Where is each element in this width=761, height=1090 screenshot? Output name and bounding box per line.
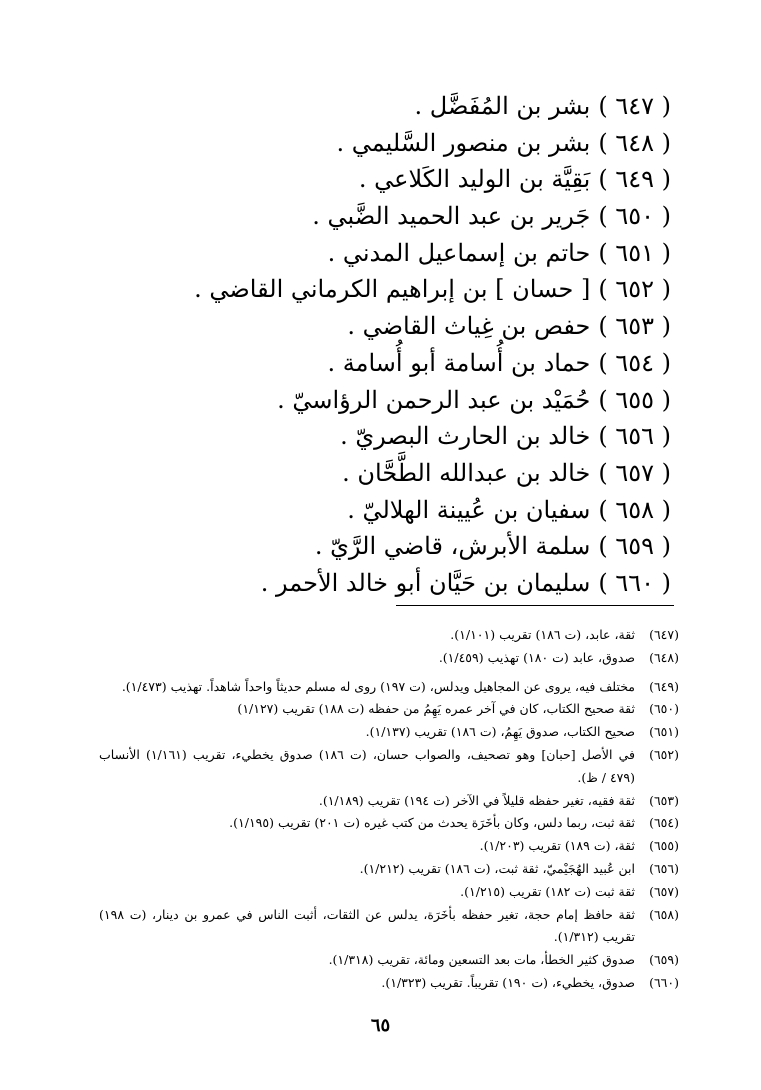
entry-number: ( ٦٤٩ ) [598, 165, 671, 194]
footnote-number: (٦٥٥) [649, 838, 679, 854]
entry-name: حماد بن أُسامة أبو أُسامة . [327, 348, 591, 377]
footnote-text: مختلف فيه، يروى عن المجاهيل ويدلس، (ت ١٩٧) روى له مسلم حديثاً واحداً شاهداً. تهذيب (١/٤٧٣). [121, 678, 635, 694]
footnote-number: (٦٥٠) [649, 701, 679, 717]
footnote [99, 721, 679, 744]
narrator-entry [201, 528, 671, 565]
footnote-text: ثقة ثبت (ت ١٨٢) تقريب (١/٢١٥). [460, 883, 635, 899]
entry-name: سليمان بن حَيَّان أبو خالد الأحمر . [260, 568, 591, 597]
entry-number: ( ٦٥٩ ) [598, 532, 671, 561]
entry-name: جَرير بن عبد الحميد الضَّبي . [312, 202, 591, 231]
footnote-number: (٦٦٠) [649, 974, 679, 990]
entry-number: ( ٦٥١ ) [598, 238, 671, 267]
narrator-entry [201, 492, 671, 529]
entry-name: خالد بن الحارث البصريّ . [340, 422, 591, 451]
entry-number: ( ٦٥٠ ) [598, 202, 671, 231]
narrator-entry [201, 308, 671, 345]
entry-number: ( ٦٥٤ ) [598, 348, 671, 377]
entry-name: خالد بن عبدالله الطَّحَّان . [342, 458, 591, 487]
footnote [99, 676, 679, 699]
footnote-number: (٦٥٨) [649, 906, 679, 922]
footnote [99, 744, 679, 790]
page-number: ٦٥ [370, 1015, 391, 1036]
footnote-text: ثقة صحيح الكتاب، كان في آخر عمره يَهِمُ من حفظه (ت ١٨٨) تقريب (١/١٢٧) [237, 701, 635, 717]
footnote-number: (٦٥١) [649, 724, 679, 740]
footnote [99, 647, 679, 670]
footnote-text: ثقة، عابد، (ت ١٨٦) تقريب (١/١٠١). [450, 627, 635, 642]
footnote-number: (٦٥٤) [649, 815, 679, 831]
entry-number: ( ٦٦٠ ) [598, 568, 671, 597]
footnote-text: ابن عُبيد الهُجَيْميّ، ثقة ثبت، (ت ١٨٦) تقريب (١/٢١٢). [359, 860, 635, 876]
narrator-entry [201, 455, 671, 492]
footnote-text: صحيح الكتاب، صدوق يَهِمُ، (ت ١٨٦) تقريب (١/١٣٧). [365, 724, 635, 740]
entry-number: ( ٦٥٧ ) [598, 458, 671, 487]
entry-name: سلمة الأبرش، قاضي الرَّيّ . [314, 532, 591, 561]
narrator-list [194, 88, 671, 602]
footnote-divider [396, 605, 674, 606]
entry-name: بشر بن منصور السَّليمي . [336, 128, 591, 157]
footnote-number: (٦٥٣) [649, 792, 679, 808]
footnote-text: ثقة ثبت، ربما دلس، وكان بأخَرَة يحدث من كتب غيره (ت ٢٠١) تقريب (١/١٩٥). [229, 815, 635, 831]
narrator-entry [201, 382, 671, 419]
narrator-entry [201, 161, 671, 198]
footnotes [99, 624, 679, 995]
footnote-text: ثقة، (ت ١٨٩) تقريب (١/٢٠٣). [479, 838, 635, 854]
entry-number: ( ٦٥٨ ) [598, 495, 671, 524]
entry-number: ( ٦٤٨ ) [598, 128, 671, 157]
entry-name: حُمَيْد بن عبد الرحمن الرؤاسيّ . [277, 385, 591, 414]
footnote-number: (٦٥٩) [649, 952, 679, 968]
entry-name: حاتم بن إسماعيل المدني . [327, 238, 591, 267]
footnote [99, 858, 679, 881]
footnote-text: ثقة فقيه، تغير حفظه قليلاً في الآخر (ت ١٩٤) تقريب (١/١٨٩). [318, 792, 635, 808]
footnote-text: صدوق كثير الخطأ، مات بعد التسعين ومائة، تقريب (١/٣١٨). [328, 952, 635, 968]
narrator-entry [194, 271, 671, 308]
footnote [99, 904, 679, 950]
entry-number: ( ٦٥٣ ) [598, 312, 671, 341]
narrator-entry [201, 565, 671, 602]
footnote-text: صدوق، يخطيء، (ت ١٩٠) تقريباً. تقريب (١/٣٢٣). [381, 974, 635, 990]
footnote [99, 949, 679, 972]
footnote [99, 812, 679, 835]
entry-number: ( ٦٤٧ ) [598, 92, 671, 120]
footnote [99, 790, 679, 813]
entry-name: [ حسان ] بن إبراهيم الكرماني القاضي . [194, 275, 591, 304]
footnote-number: (٦٤٧) [649, 627, 679, 642]
narrator-entry [201, 88, 671, 125]
footnote [99, 698, 679, 721]
narrator-entry [201, 125, 671, 162]
footnote-number: (٦٥٢) [649, 746, 679, 762]
footnote-number: (٦٤٩) [649, 678, 679, 694]
footnote [99, 881, 679, 904]
narrator-entry [201, 235, 671, 272]
entry-number: ( ٦٥٦ ) [598, 422, 671, 451]
entry-number: ( ٦٥٥ ) [598, 385, 671, 414]
entry-name: حفص بن غِياث القاضي . [347, 312, 591, 341]
footnote-number: (٦٥٦) [649, 860, 679, 876]
footnote-text: في الأصل [حبان] وهو تصحيف، والصواب حسان، (ت ١٨٦) صدوق يخطيء، تقريب (١/١٦١) الأنساب (٤٧٩ / ظ). [99, 746, 635, 785]
footnote [99, 972, 679, 995]
narrator-entry [201, 418, 671, 455]
entry-name: سفيان بن عُيينة الهلاليّ . [347, 495, 591, 524]
footnote [99, 624, 679, 647]
narrator-entry [201, 198, 671, 235]
entry-name: بشر بن المُفَضَّل . [414, 92, 591, 120]
footnote [99, 835, 679, 858]
narrator-entry [201, 345, 671, 382]
footnote-number: (٦٤٨) [649, 649, 679, 665]
entry-name: بَقِيَّة بن الوليد الكَلاعي . [358, 165, 591, 194]
entry-number: ( ٦٥٢ ) [598, 275, 671, 304]
footnote-text: ثقة حافظ إمام حجة، تغير حفظه بأخَرَة، يدلس عن الثقات، أثبت الناس في عمرو بن دينار، (ت ١٩٨) تقريب (١/٣١٢). [99, 906, 635, 945]
footnote-number: (٦٥٧) [649, 883, 679, 899]
footnote-text: صدوق، عابد (ت ١٨٠) تهذيب (١/٤٥٩). [438, 649, 635, 665]
